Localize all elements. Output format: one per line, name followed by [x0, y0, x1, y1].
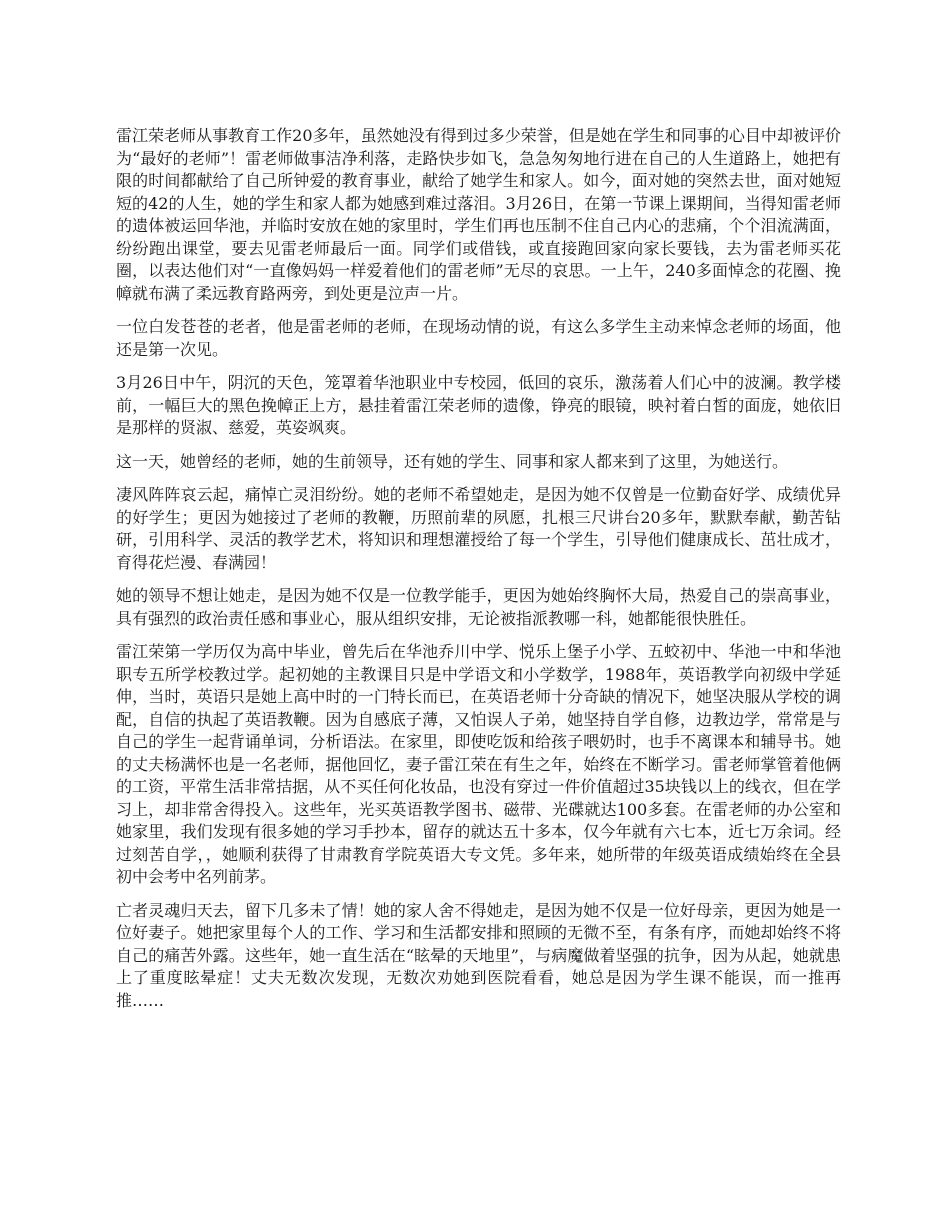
paragraph-2: 一位白发苍苍的老者，他是雷老师的老师，在现场动情的说，有这么多学生主动来悼念老师的场面，他还是第一次见。 — [116, 317, 841, 359]
paragraph-5: 凄风阵阵哀云起，痛悼亡灵泪纷纷。她的老师不希望她走，是因为她不仅曾是一位勤奋好学、成绩优异的好学生；更因为她接过了老师的教鞭，历照前辈的夙愿，扎根三尺讲台20多年，默默奉献，勤苦钻研，引用科学、灵活的教学艺术，将知识和理想灌授给了每一个学生，引导他们健康成长、茁壮成才，育得花烂漫、春满园！ — [116, 485, 841, 572]
document-body — [116, 125, 841, 1023]
paragraph-1: 雷江荣老师从事教育工作20多年，虽然她没有得到过多少荣誉，但是她在学生和同事的心目中却被评价为“最好的老师”！雷老师做事洁净利落，走路快步如飞，急急匆匆地行进在自己的人生道路上，她把有限的时间都献给了自己所钟爱的教育事业，献给了她学生和家人。如今，面对她的突然去世，面对她短短的42的人生，她的学生和家人都为她感到难过落泪。3月26日，在第一节课上课期间，当得知雷老师的遗体被运回华池，并临时安放在她的家里时，学生们再也压制不住自己内心的悲痛，个个泪流满面，纷纷跑出课堂，要去见雷老师最后一面。同学们或借钱，或直接跑回家向家长要钱，去为雷老师买花圈，以表达他们对“一直像妈妈一样爱着他们的雷老师”无尽的哀思。一上午，240多面悼念的花圈、挽幛就布满了柔远教育路两旁，到处更是泣声一片。 — [116, 126, 841, 303]
paragraph-3: 3月26日中午，阴沉的天色，笼罩着华池职业中专校园，低回的哀乐，激荡着人们心中的波澜。教学楼前，一幅巨大的黑色挽幛正上方，悬挂着雷江荣老师的遗像，铮亮的眼镜，映衬着白皙的面庞，她依旧是那样的贤淑、慈爱，英姿飒爽。 — [116, 373, 841, 437]
paragraph-4: 这一天，她曾经的老师，她的生前领导，还有她的学生、同事和家人都来到了这里，为她送行。 — [116, 451, 789, 471]
paragraph-6: 她的领导不想让她走，是因为她不仅是一位教学能手，更因为她始终胸怀大局，热爱自己的崇高事业，具有强烈的政治责任感和事业心，服从组织安排，无论被指派教哪一科，她都能很快胜任。 — [116, 586, 841, 628]
paragraph-8: 亡者灵魂归天去，留下几多未了情！她的家人舍不得她走，是因为她不仅是一位好母亲，更因为她是一位好妻子。她把家里每个人的工作、学习和生活都安排和照顾的无微不至，有条有序，而她却始终不将自己的痛苦外露。这些年，她一直生活在“眩晕的天地里”，与病魔做着坚强的抗争，因为从起，她就患上了重度眩晕症！丈夫无数次发现，无数次劝她到医院看看，她总是因为学生课不能误，而一推再推…… — [116, 900, 841, 1010]
paragraph-7: 雷江荣第一学历仅为高中毕业，曾先后在华池乔川中学、悦乐上堡子小学、五蛟初中、华池一中和华池职专五所学校教过学。起初她的主教课目只是中学语文和小学数学，1988年，英语教学向初级中学延伸，当时，英语只是她上高中时的一门特长而已，在英语老师十分奇缺的情况下，她坚决服从学校的调配，自信的执起了英语教鞭。因为自感底子薄，又怕误人子弟，她坚持自学自修，边教边学，常常是与自己的学生一起背诵单词，分析语法。在家里，即使吃饭和给孩子喂奶时，也手不离课本和辅导书。她的丈夫杨满怀也是一名老师，据他回忆，妻子雷江荣在有生之年，始终在不断学习。雷老师掌管着他俩的工资，平常生活非常拮据，从不买任何化妆品，也没有穿过一件价值超过35块钱以上的线衣，但在学习上，却非常舍得投入。这些年，光买英语教学图书、磁带、光碟就达100多套。在雷老师的办公室和她家里，我们发现有很多她的学习手抄本，留存的就达五十多本，仅今年就有六七本，近七万余词。经过刻苦自学，，她顺利获得了甘肃教育学院英语大专文凭。多年来，她所带的年级英语成绩始终在全县初中会考中名列前茅。 — [116, 642, 841, 886]
